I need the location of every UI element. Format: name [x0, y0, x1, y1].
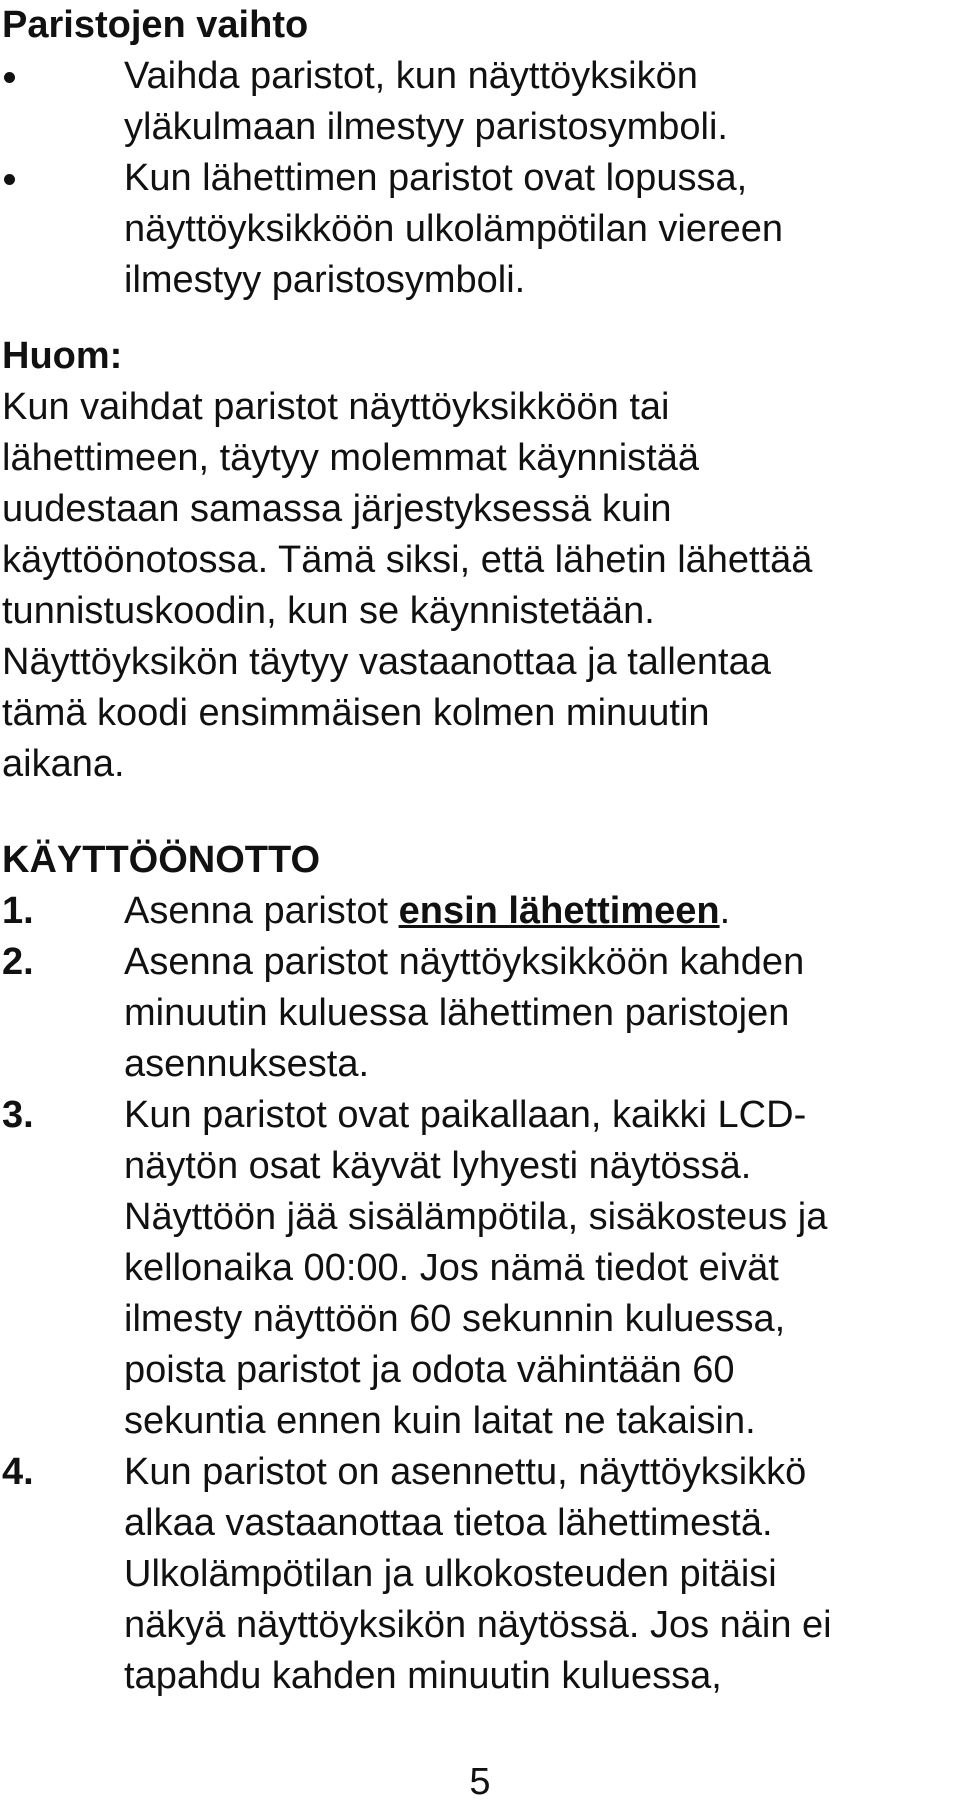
bullet-2-line-2: näyttöyksikköön ulkolämpötilan viereen: [124, 208, 784, 250]
note-line: tunnistuskoodin, kun se käynnistetään.: [2, 590, 655, 632]
step-3-line: näytön osat käyvät lyhyesti näytössä.: [124, 1145, 752, 1187]
step-1-text: Asenna paristot: [124, 890, 399, 932]
step-number: 2.: [2, 941, 34, 983]
step-1-emphasis: ensin lähettimeen: [398, 890, 720, 932]
bullet-icon: [2, 153, 42, 185]
note-line: aikana.: [2, 743, 125, 785]
bullet-1-line-1: Vaihda paristot, kun näyttöyksikön: [124, 55, 698, 97]
step-3-line: poista paristot ja odota vähintään 60: [124, 1349, 735, 1391]
note-line: Näyttöyksikön täytyy vastaanottaa ja tallentaa: [2, 641, 771, 683]
step-3-line: Kun paristot ovat paikallaan, kaikki LCD-: [124, 1094, 807, 1136]
section-heading-setup: KÄYTTÖÖNOTTO: [2, 839, 321, 881]
step-4-line: näkyä näyttöyksikön näytössä. Jos näin ei: [124, 1604, 832, 1646]
step-2-line: Asenna paristot näyttöyksikköön kahden: [124, 941, 805, 983]
note-line: Kun vaihdat paristot näyttöyksikköön tai: [2, 386, 670, 428]
step-number: 4.: [2, 1451, 34, 1493]
bullet-icon: [2, 51, 42, 83]
step-3-line: sekuntia ennen kuin laitat ne takaisin.: [124, 1400, 756, 1442]
step-number: 1.: [2, 890, 34, 932]
step-3-line: ilmesty näyttöön 60 sekunnin kuluessa,: [124, 1298, 786, 1340]
bullet-1-line-2: yläkulmaan ilmestyy paristosymboli.: [124, 106, 728, 148]
note-body: [2, 382, 952, 790]
step-2-line: asennuksesta.: [124, 1043, 370, 1085]
page-number: 5: [469, 1761, 491, 1803]
bullet-2-line-3: ilmestyy paristosymboli.: [124, 259, 526, 301]
note-label: Huom:: [2, 335, 123, 377]
note-line: lähettimeen, täytyy molemmat käynnistää: [2, 437, 699, 479]
bullet-2-line-1: Kun lähettimen paristot ovat lopussa,: [124, 157, 748, 199]
step-4-line: Kun paristot on asennettu, näyttöyksikkö: [124, 1451, 807, 1493]
step-3-line: kellonaika 00:00. Jos nämä tiedot eivät: [124, 1247, 779, 1289]
step-1-text-end: .: [719, 890, 731, 932]
step-4-line: alkaa vastaanottaa tietoa lähettimestä.: [124, 1502, 773, 1544]
step-2-line: minuutin kuluessa lähettimen paristojen: [124, 992, 790, 1034]
section-heading-battery-change: Paristojen vaihto: [2, 4, 309, 46]
step-3-line: Näyttöön jää sisälämpötila, sisäkosteus ja: [124, 1196, 828, 1238]
note-line: uudestaan samassa järjestyksessä kuin: [2, 488, 672, 530]
step-number: 3.: [2, 1094, 34, 1136]
note-line: tämä koodi ensimmäisen kolmen minuutin: [2, 692, 710, 734]
step-4-line: tapahdu kahden minuutin kuluessa,: [124, 1655, 722, 1697]
note-line: käyttöönotossa. Tämä siksi, että lähetin lähettää: [2, 539, 813, 581]
step-4-line: Ulkolämpötilan ja ulkokosteuden pitäisi: [124, 1553, 777, 1595]
